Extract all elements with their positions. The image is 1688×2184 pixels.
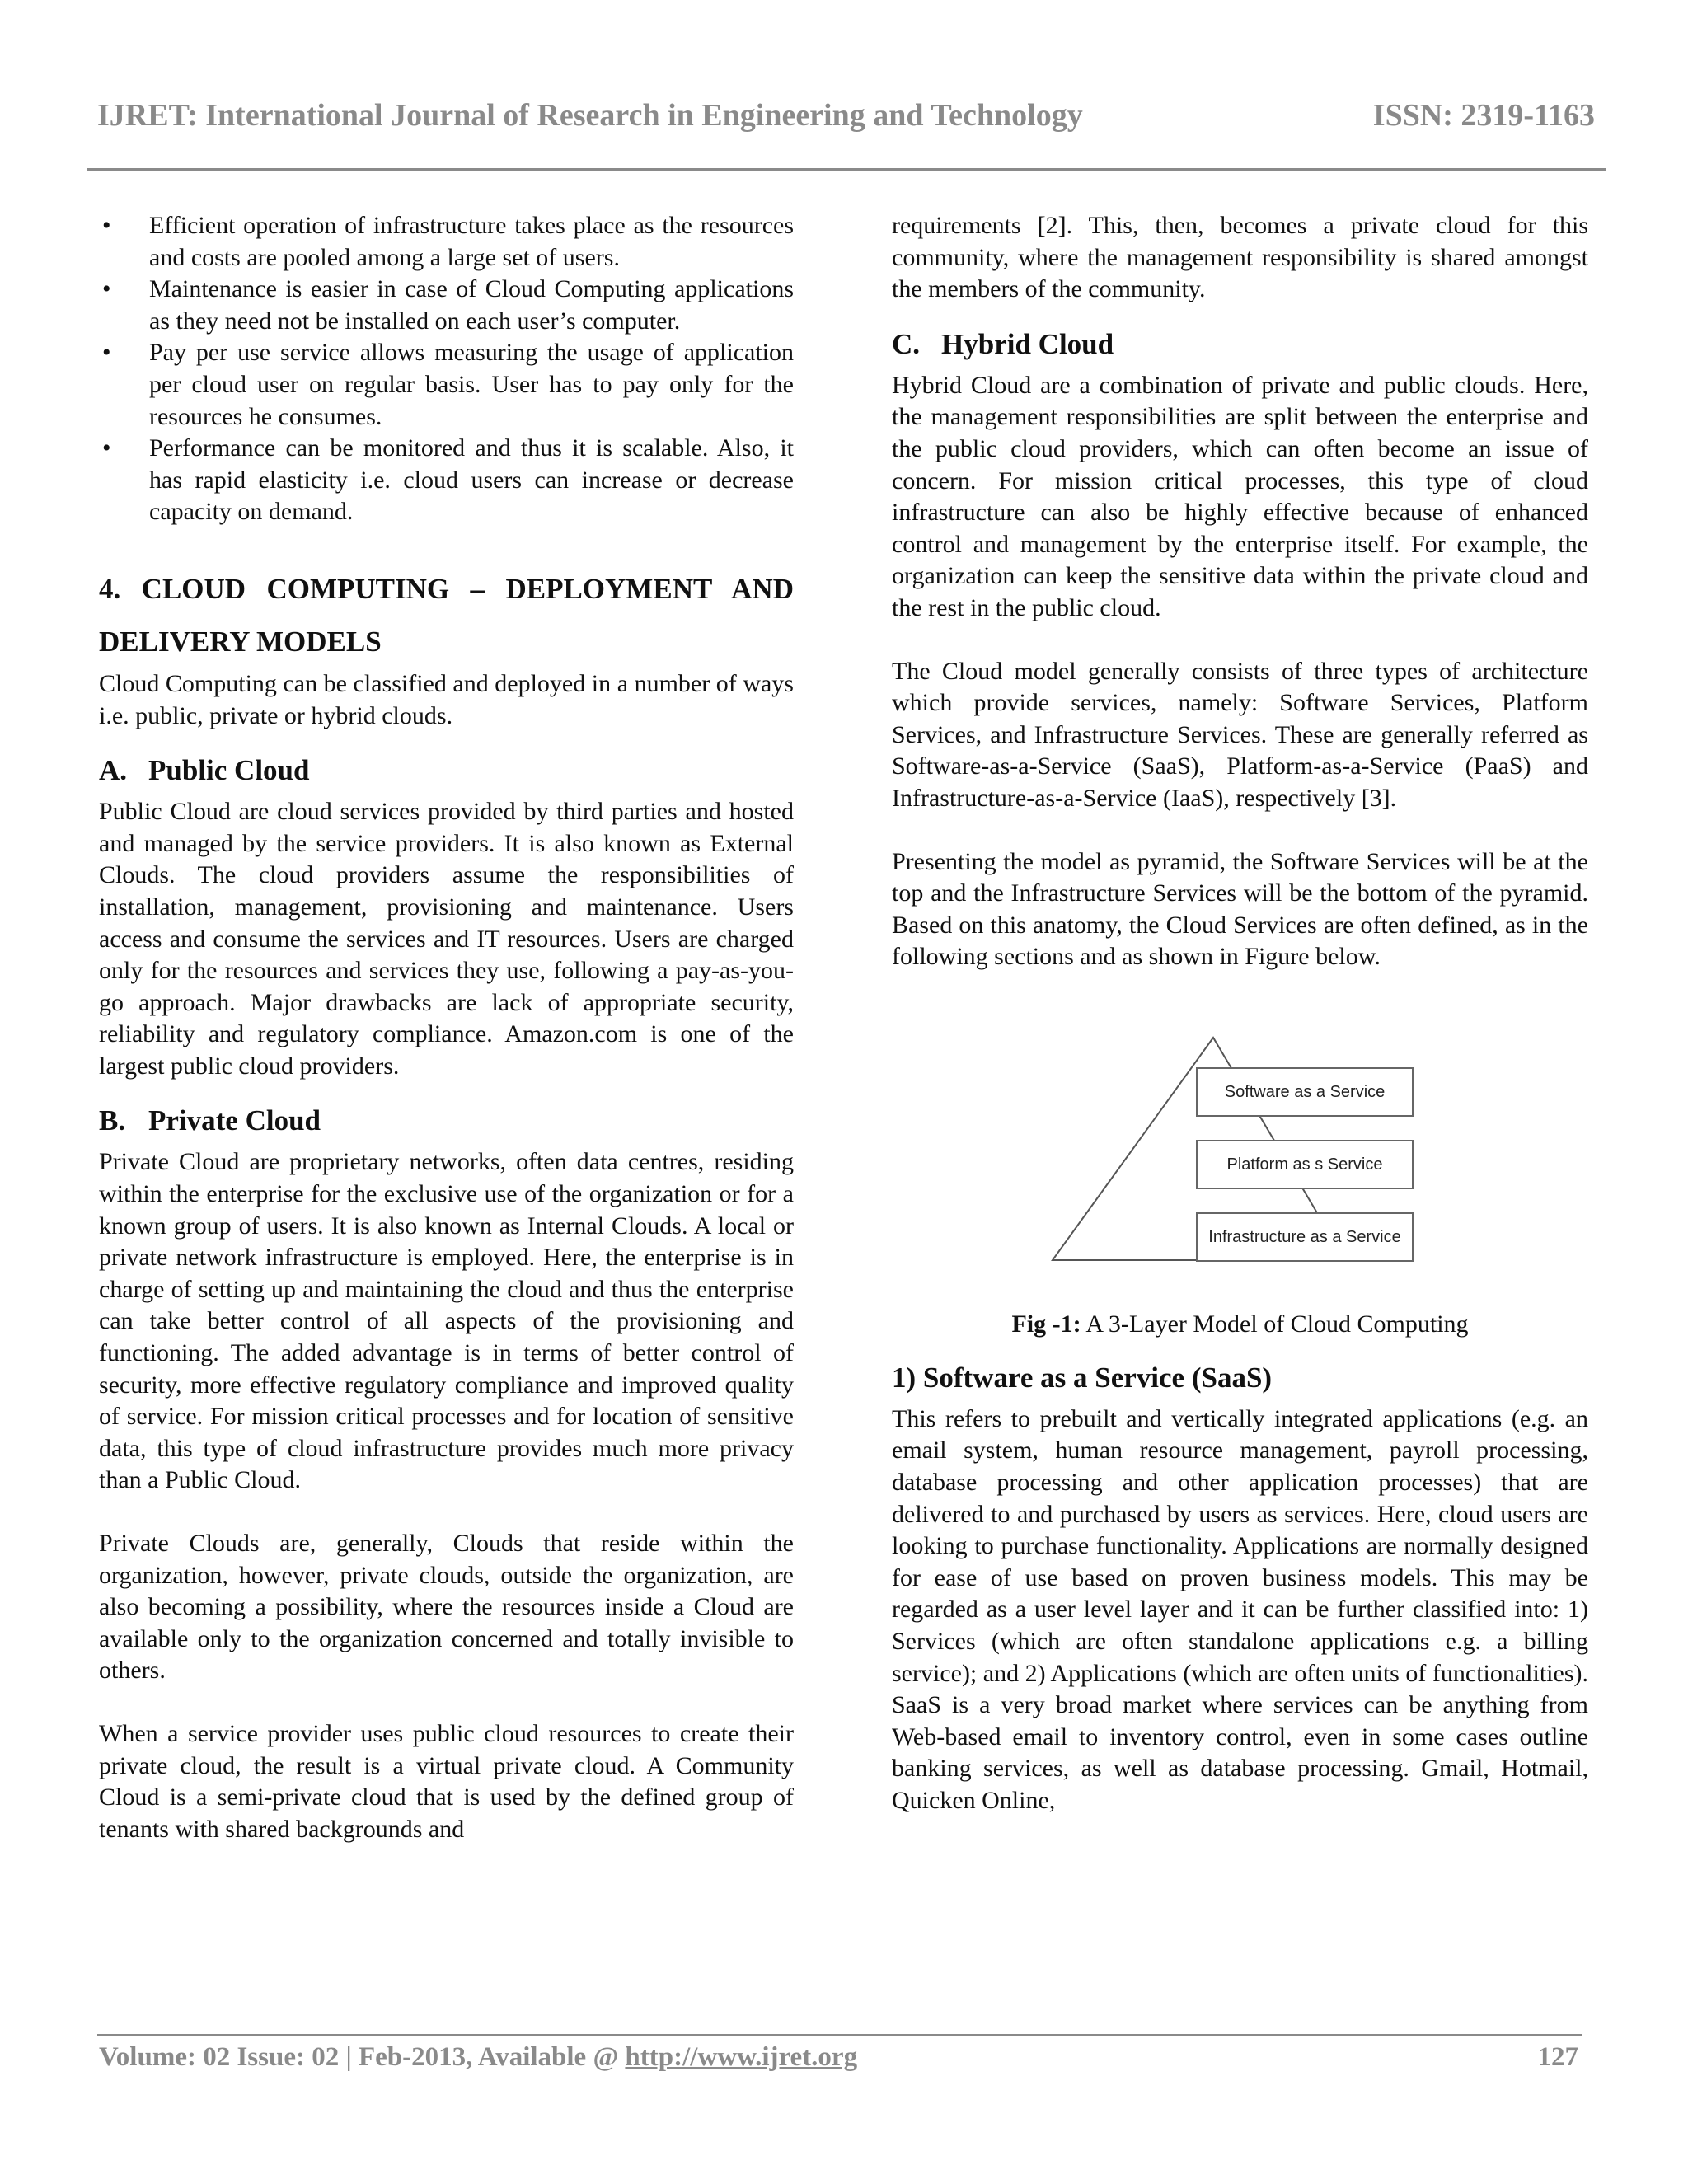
continuation-text: requirements [2]. This, then, becomes a private cloud for this community, where the management responsibility is shared amongst the members of the community. xyxy=(892,212,1588,303)
cloud-pyramid-figure xyxy=(892,996,1588,1293)
public-cloud-heading: A. Public Cloud xyxy=(99,754,310,787)
bullet-icon: • xyxy=(102,275,111,303)
list-item: • Maintenance is easier in case of Cloud Computing applications as they need not be installed on each user’s computer. xyxy=(102,275,794,335)
layer-paas: Platform as s Service xyxy=(1196,1140,1414,1189)
bullet-icon: • xyxy=(102,434,111,462)
section-intro: Cloud Computing can be classified and deployed in a number of ways i.e. public, private or hybrid clouds. xyxy=(99,669,794,729)
layer-saas: Software as a Service xyxy=(1196,1067,1414,1117)
page-header xyxy=(0,0,1688,173)
private-cloud-heading: B. Private Cloud xyxy=(99,1104,321,1137)
figure-caption: Fig -1: A 3-Layer Model of Cloud Computing xyxy=(1011,1310,1469,1338)
journal-title: IJRET: International Journal of Research in Engineering and Technology xyxy=(97,98,1083,133)
hybrid-cloud-text-1: Hybrid Cloud are a combination of private and public clouds. Here, the management responsibilities are split between the enterprise and the public cloud providers, which can often become an issue of concern. For mission critical processes, this type of cloud infrastructure can also be highly effective because of enhanced control and management by the enterprise itself. For example, the organization can keep the sensitive data within the private cloud and the rest in the public cloud. xyxy=(892,371,1588,621)
page-number: 127 xyxy=(1537,2042,1578,2072)
hybrid-cloud-text-3: Presenting the model as pyramid, the Software Services will be at the top and the Infrastructure Services will be the bottom of the pyramid. Based on this anatomy, the Cloud Services are often defined, as in the following sections and as shown in Figure below. xyxy=(892,847,1588,971)
hybrid-cloud-text-2: The Cloud model generally consists of three types of architecture which provide services, namely: Software Services, Platform Services, and Infrastructure Services. These are generally referred as Software-as-a-Service (SaaS), Platform-as-a-Service (PaaS) and Infrastructure-as-a-Service (IaaS), respectively [3]. xyxy=(892,657,1588,812)
journal-link[interactable]: http://www.ijret.org xyxy=(625,2042,858,2072)
footer-volume: Volume: 02 Issue: 02 | Feb-2013, Available @ http://www.ijret.org xyxy=(99,2042,858,2072)
footer-rule xyxy=(97,2034,1582,2036)
saas-text: This refers to prebuilt and vertically integrated applications (e.g. an email system, human resource management, payroll processing, database processing and other application processes) that are delivered to and purchased by users as services. Here, cloud users are looking to purchase functionality. Applications are normally designed for ease of use based on proven business models. This may be regarded as a user level layer and it can be further classified into: 1) Services (which are often standalone applications e.g. a billing service); and 2) Applications (which are often units of functionalities). SaaS is a very broad market where services can be anything from Web-based email to inventory control, even in some cases outline banking services, as well as database processing. Gmail, Hotmail, Quicken Online, xyxy=(892,1404,1588,1814)
saas-heading: 1) Software as a Service (SaaS) xyxy=(892,1361,1273,1394)
list-item: • Performance can be monitored and thus it is scalable. Also, it has rapid elasticity i.e. cloud users can increase or decrease capacity on demand. xyxy=(102,434,794,526)
section-heading: 4. CLOUD COMPUTING – DEPLOYMENT AND xyxy=(99,572,794,605)
bullet-icon: • xyxy=(102,212,111,239)
private-cloud-text-2: Private Clouds are, generally, Clouds that reside within the organization, however, private clouds, outside the organization, are also becoming a possibility, where the resources inside a Cloud are available only to the organization concerned and totally invisible to others. xyxy=(99,1530,794,1685)
private-cloud-text-1: Private Cloud are proprietary networks, often data centres, residing within the enterprise for the exclusive use of the organization or for a known group of users. It is also known as Internal Clouds. A local or private network infrastructure is employed. Here, the enterprise is in charge of setting up and maintaining the cloud and thus the enterprise can take better control of all aspects of the provisioning and functioning. The added advantage is in terms of better control of security, more effective regulatory compliance and improved quality of service. For mission critical processes and for location of sensitive data, this type of cloud infrastructure provides much more privacy than a Public Cloud. xyxy=(99,1148,794,1494)
hybrid-cloud-heading: C. Hybrid Cloud xyxy=(892,327,1114,360)
private-cloud-text-3: When a service provider uses public cloud resources to create their private cloud, the result is a virtual private cloud. A Community Cloud is a semi-private cloud that is used by the defined group of tenants with shared backgrounds and xyxy=(99,1719,794,1843)
right-column xyxy=(892,210,1588,1817)
advantages-list xyxy=(99,210,794,528)
left-column xyxy=(99,210,794,1845)
public-cloud-text: Public Cloud are cloud services provided by third parties and hosted and managed by the service providers. It is also known as External Clouds. The cloud providers assume the responsibilities of installation, management, provisioning and maintenance. Users access and consume the services and IT resources. Users are charged only for the resources and services they use, following a pay-as-you-go approach. Major drawbacks are lack of appropriate security, reliability and regulatory compliance. Amazon.com is one of the largest public cloud providers. xyxy=(99,798,794,1080)
layer-iaas: Infrastructure as a Service xyxy=(1196,1212,1414,1262)
bullet-icon: • xyxy=(102,339,111,367)
list-item: • Pay per use service allows measuring the usage of application per cloud user on regular basis. User has to pay only for the resources he consumes. xyxy=(102,339,794,430)
issn: ISSN: 2319-1163 xyxy=(1372,98,1595,133)
list-item: • Efficient operation of infrastructure takes place as the resources and costs are pooled among a large set of users. xyxy=(102,212,794,271)
section-heading-cont: DELIVERY MODELS xyxy=(99,625,382,658)
header-rule xyxy=(87,168,1606,171)
